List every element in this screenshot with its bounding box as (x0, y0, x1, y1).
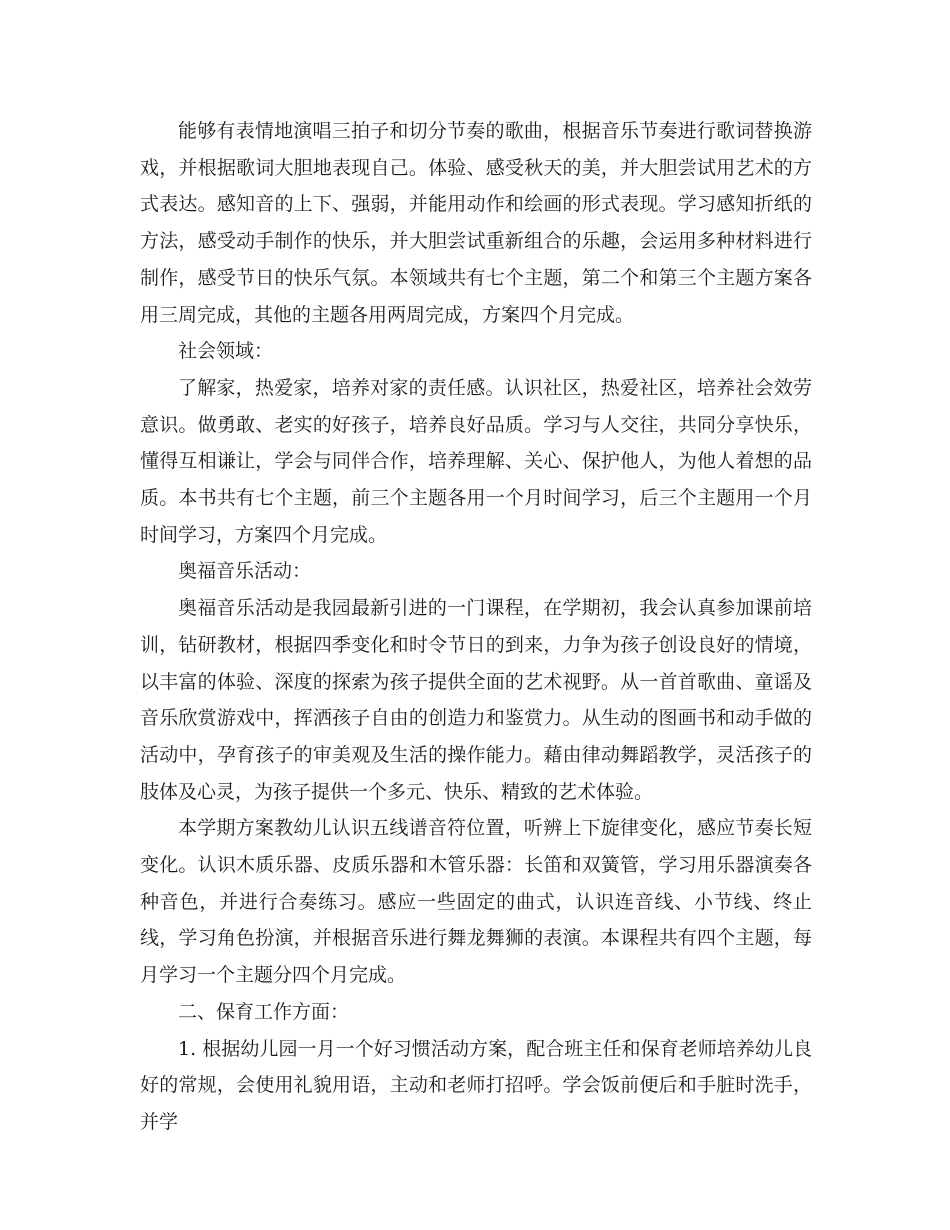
heading-orff-music: 奥福音乐活动： (178, 560, 312, 583)
paragraph-social-domain: 了解家，热爱家，培养对家的责任感。认识社区，热爱社区，培养社会效劳意识。做勇敢、老实的好孩子，培养良好品质。学习与人交往，共同分享快乐，懂得互相谦让，学会与同伴合作，培养理解、关心、保护他人，为他人着想的品质。本书共有七个主题，前三个主题各用一个月时间学习，后三个主题用一个月时间学习，方案四个月完成。 (140, 376, 812, 546)
paragraph-orff-music-intro: 奥福音乐活动是我园最新引进的一门课程，在学期初，我会认真参加课前培训，钻研教材，根据四季变化和时令节日的到来，力争为孩子创设良好的情境，以丰富的体验、深度的探索为孩子提供全面的艺术视野。从一首首歌曲、童谣及音乐欣赏游戏中，挥洒孩子自由的创造力和鉴赏力。从生动的图画书和动手做的活动中，孕育孩子的审美观及生活的操作能力。藉由律动舞蹈教学，灵活孩子的肢体及心灵，为孩子提供一个多元、快乐、精致的艺术体验。 (140, 597, 812, 803)
heading-care-work: 二、保育工作方面： (178, 1000, 350, 1023)
document-body (140, 113, 812, 1141)
paragraph-orff-music-plan: 本学期方案教幼儿认识五线谱音符位置，听辨上下旋律变化，感应节奏长短变化。认识木质乐器、皮质乐器和木管乐器：长笛和双簧管，学习用乐器演奏各种音色，并进行合奏练习。感应一些固定的曲式，认识连音线、小节线、终止线，学习角色扮演，并根据音乐进行舞龙舞狮的表演。本课程共有四个主题，每月学习一个主题分四个月完成。 (140, 817, 812, 987)
heading-social-domain: 社会领域： (178, 340, 274, 363)
paragraph-care-work-1: 1. 根据幼儿园一月一个好习惯活动方案，配合班主任和保育老师培养幼儿良好的常规，会使用礼貌用语，主动和老师打招呼。学会饭前便后和手脏时洗手，并学 (140, 1037, 812, 1133)
paragraph-art-goals: 能够有表情地演唱三拍子和切分节奏的歌曲，根据音乐节奏进行歌词替换游戏，并根据歌词大胆地表现自己。体验、感受秋天的美，并大胆尝试用艺术的方式表达。感知音的上下、强弱，并能用动作和绘画的形式表现。学习感知折纸的方法，感受动手制作的快乐，并大胆尝试重新组合的乐趣，会运用多种材料进行制作，感受节日的快乐气氛。本领域共有七个主题，第二个和第三个主题方案各用三周完成，其他的主题各用两周完成，方案四个月完成。 (140, 120, 812, 326)
